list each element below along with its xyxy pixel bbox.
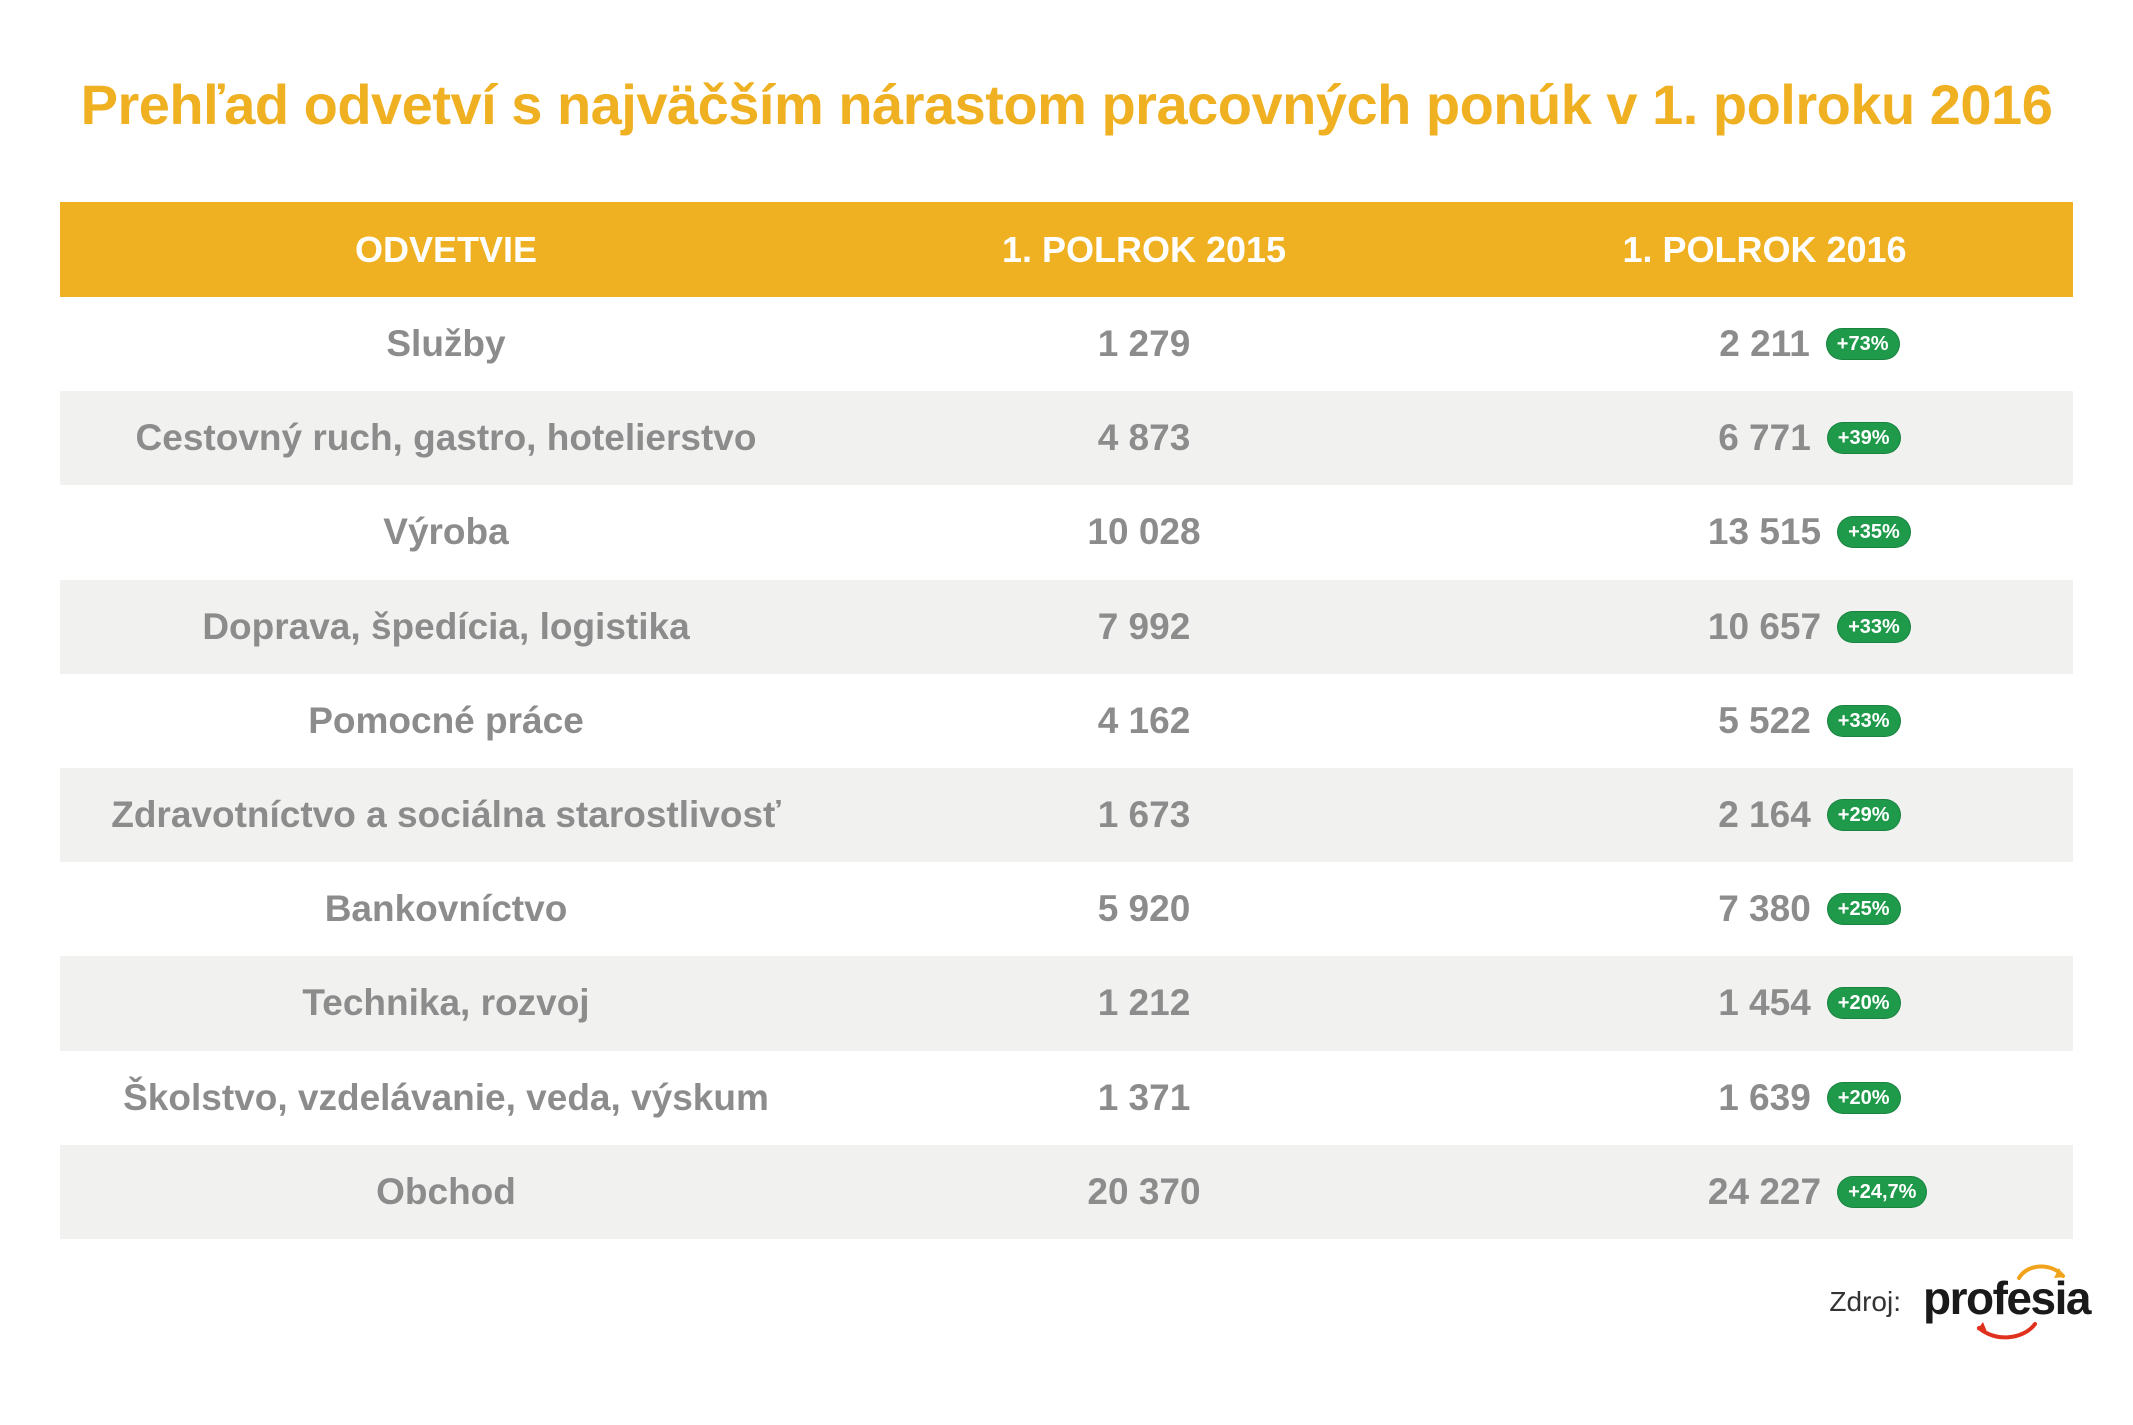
cell-h1-2015: 1 673 xyxy=(1097,794,1191,836)
chart-title: Prehľad odvetví s najväčším nárastom pracovných ponúk v 1. polroku 2016 xyxy=(80,73,2053,136)
cell-h1-2016-group xyxy=(1719,323,1889,365)
cell-h1-2016: 1 639 xyxy=(1718,1076,1811,1118)
table-row xyxy=(60,580,2073,674)
change-badge: +25% xyxy=(1827,893,1901,925)
cell-h1-2016-group xyxy=(1707,1170,1917,1213)
cell-h1-2016-group xyxy=(1718,699,1890,742)
cell-h1-2016-group xyxy=(1718,1076,1890,1119)
change-badge: +24,7% xyxy=(1837,1176,1927,1208)
source-label: Zdroj: xyxy=(1829,1286,1901,1317)
change-badge: +20% xyxy=(1827,1082,1901,1114)
cell-sector: Technika, rozvoj xyxy=(302,982,590,1024)
header-h1-2016: 1. POLROK 2016 xyxy=(1622,228,1907,270)
cell-h1-2015: 1 371 xyxy=(1097,1076,1191,1118)
cell-h1-2016: 2 211 xyxy=(1719,323,1810,365)
cell-h1-2016-wrapper xyxy=(1456,606,2073,648)
profesia-logo xyxy=(1923,1262,2090,1342)
cell-h1-2016: 5 522 xyxy=(1718,699,1811,741)
cell-sector: Pomocné práce xyxy=(308,699,584,741)
table-header xyxy=(60,202,2073,297)
table-row xyxy=(60,956,2073,1050)
cell-h1-2015: 1 212 xyxy=(1097,982,1191,1024)
cell-h1-2015: 5 920 xyxy=(1097,888,1191,930)
cell-h1-2015: 4 873 xyxy=(1097,417,1191,459)
cell-h1-2015: 10 028 xyxy=(1087,511,1201,553)
cell-h1-2016-wrapper xyxy=(1456,1077,2073,1119)
cell-h1-2015: 20 370 xyxy=(1087,1170,1201,1212)
change-badge: +35% xyxy=(1837,516,1911,548)
cell-h1-2016-group xyxy=(1707,511,1900,553)
cell-h1-2016-wrapper xyxy=(1456,794,2073,836)
header-h1-2015: 1. POLROK 2015 xyxy=(1001,228,1287,270)
change-badge: +33% xyxy=(1827,705,1901,737)
cell-sector: Školstvo, vzdelávanie, veda, výskum xyxy=(123,1076,769,1118)
table-row xyxy=(60,1145,2073,1239)
cell-h1-2016: 1 454 xyxy=(1718,982,1811,1024)
change-badge: +29% xyxy=(1827,799,1901,831)
table-row xyxy=(60,674,2073,768)
cell-sector: Bankovníctvo xyxy=(324,888,568,930)
change-badge: +73% xyxy=(1826,328,1900,360)
source-footer xyxy=(1829,1262,2090,1342)
table-row xyxy=(60,768,2073,862)
cell-h1-2016: 13 515 xyxy=(1707,511,1822,553)
cell-h1-2016: 10 657 xyxy=(1707,605,1822,647)
change-badge: +33% xyxy=(1837,611,1911,643)
cell-h1-2016-group xyxy=(1718,982,1890,1024)
cell-sector: Výroba xyxy=(383,511,509,553)
cell-h1-2016: 6 771 xyxy=(1718,417,1811,459)
cell-h1-2015: 4 162 xyxy=(1097,699,1191,741)
cell-h1-2016-wrapper xyxy=(1456,417,2073,459)
cell-sector: Doprava, špedícia, logistika xyxy=(202,605,690,647)
cell-h1-2016-group xyxy=(1718,794,1890,836)
cell-h1-2015: 7 992 xyxy=(1097,605,1191,647)
header-sector: ODVETVIE xyxy=(354,228,538,270)
table-body xyxy=(60,297,2073,1239)
cell-h1-2016: 7 380 xyxy=(1718,888,1811,930)
change-badge: +39% xyxy=(1827,422,1901,454)
cell-sector: Cestovný ruch, gastro, hotelierstvo xyxy=(135,417,757,459)
table-row xyxy=(60,297,2073,391)
data-table xyxy=(60,202,2073,1239)
logo-wordmark: profesia xyxy=(1923,1272,2090,1324)
table-row xyxy=(60,1051,2073,1145)
cell-h1-2016-wrapper xyxy=(1456,323,2073,365)
cell-sector: Služby xyxy=(386,323,506,365)
cell-h1-2016-group xyxy=(1718,888,1890,930)
cell-h1-2016-group xyxy=(1718,417,1890,459)
cell-sector: Obchod xyxy=(376,1170,516,1212)
cell-h1-2016-group xyxy=(1707,605,1900,648)
cell-h1-2016-wrapper xyxy=(1456,982,2073,1024)
cell-h1-2016-wrapper xyxy=(1456,888,2073,930)
cell-h1-2016-wrapper xyxy=(1456,511,2073,553)
cell-h1-2015: 1 279 xyxy=(1097,323,1191,365)
table-row xyxy=(60,862,2073,956)
cell-h1-2016: 2 164 xyxy=(1718,794,1811,836)
cell-h1-2016-wrapper xyxy=(1456,1171,2073,1213)
table-row xyxy=(60,391,2073,485)
table-row xyxy=(60,485,2073,579)
cell-h1-2016: 24 227 xyxy=(1707,1170,1822,1212)
cell-h1-2016-wrapper xyxy=(1456,700,2073,742)
cell-sector: Zdravotníctvo a sociálna starostlivosť xyxy=(111,794,781,836)
change-badge: +20% xyxy=(1827,987,1901,1019)
